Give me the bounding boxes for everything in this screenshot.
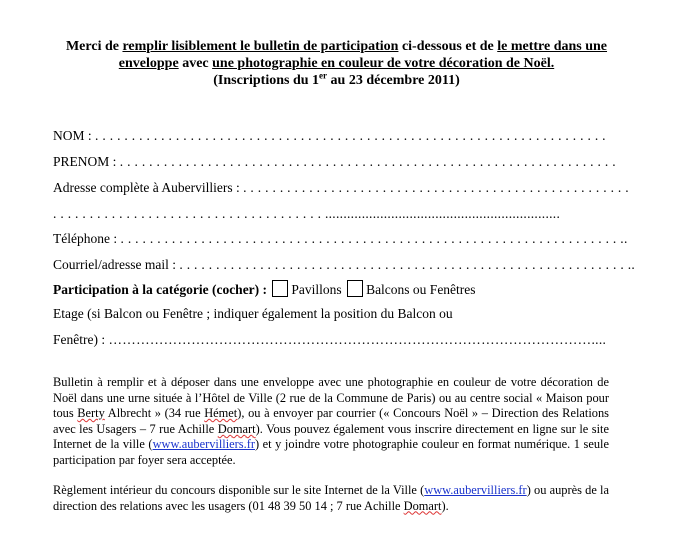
header-dates-a: (Inscriptions du 1 — [213, 73, 320, 88]
etage-dots: …………………………………………………………………………………………….... — [108, 332, 607, 347]
telephone-dots: . . . . . . . . . . . . . . . . . . . . . . . . . . . . . . . . . . . . . . . . . . . . . . . . . . . . . . . . . . . . . . . . . . . . .. — [120, 231, 628, 246]
para2-text-a: Règlement intérieur du concours disponible sur le site Internet de la Ville ( — [53, 483, 425, 497]
para1-text-b: Albrecht » (34 rue — [104, 406, 205, 421]
categorie-label: Participation à la catégorie (cocher) — [53, 282, 260, 297]
etage-line2-label: Fenêtre) : — [53, 332, 106, 347]
nom-label: NOM : — [53, 128, 92, 143]
header-instructions — [40, 38, 633, 89]
courriel-dots: . . . . . . . . . . . . . . . . . . . . . . . . . . . . . . . . . . . . . . . . . . . . . . . . . . . . . . . . . . . . . .. — [179, 257, 636, 272]
field-prenom[interactable] — [53, 154, 616, 170]
etage-label: Etage (si Balcon ou Fenêtre ; indiquer également la position du Balcon ou — [53, 306, 453, 321]
header-text-4: le mettre dans une enveloppe — [118, 39, 608, 71]
instructions-paragraph — [53, 375, 609, 469]
para2-website-link[interactable]: www.aubervilliers.fr — [424, 483, 527, 497]
nom-dots: . . . . . . . . . . . . . . . . . . . . . . . . . . . . . . . . . . . . . . . . . . . . . . . . . . . . . . . . . . . . . . . . . . . . . . — [95, 128, 606, 143]
pavillons-checkbox[interactable] — [272, 280, 288, 297]
telephone-label: Téléphone : — [53, 231, 118, 246]
adresse-dots: . . . . . . . . . . . . . . . . . . . . . . . . . . . . . . . . . . . . . . . . . . . . . . . . . . . . . — [243, 180, 629, 195]
field-etage-line2[interactable] — [53, 332, 606, 348]
adresse2-dots: . . . . . . . . . . . . . . . . . . . . . . . . . . . . . . . . . . . . . ................................................................ — [53, 206, 561, 221]
para1-street2: Domart — [217, 421, 256, 436]
para2-text-b: ) ou auprès de la direction des relations avec les usagers (01 48 39 50 14 ; 7 rue Achille — [53, 483, 610, 513]
header-text-5: avec — [178, 56, 213, 71]
para1-text-c: ), ou à envoyer par courrier (« Concours Noël » – Direction des Relations avec les Usagers – 7 rue Achille — [53, 406, 609, 436]
field-adresse-line2[interactable] — [53, 206, 560, 222]
rules-paragraph — [53, 483, 609, 514]
para1-name: Berty — [77, 406, 105, 421]
header-dates-sup: er — [319, 70, 328, 81]
header-dates-b: au 23 décembre 2011) — [327, 73, 460, 88]
para1-text-d: ). Vous pouvez également vous inscrire directement en ligne sur le site Internet de la ville ( — [53, 421, 609, 452]
prenom-label: PRENOM : — [53, 154, 117, 169]
adresse-label: Adresse complète à Aubervilliers : — [53, 180, 240, 195]
categorie-colon: : — [259, 282, 271, 297]
field-telephone[interactable] — [53, 231, 628, 247]
para2-text-c: ). — [441, 498, 449, 513]
header-text-1: Merci de — [65, 39, 123, 54]
para1-text-a: Bulletin à remplir et à déposer dans une enveloppe avec une photographie en couleur de votre décoration de Noël dans une urne située à l’Hôtel de Ville (2 rue de la Commune de Paris) ou au centre social « Maison pour tous — [53, 375, 609, 421]
header-text-3: ci-dessous et de — [398, 39, 498, 54]
balcons-label: Balcons ou Fenêtres — [366, 282, 476, 297]
para2-street: Domart — [403, 498, 442, 513]
field-nom[interactable] — [53, 128, 606, 144]
balcons-checkbox[interactable] — [347, 280, 363, 297]
field-etage — [53, 306, 453, 322]
pavillons-label: Pavillons — [291, 282, 342, 297]
para1-website-link[interactable]: www.aubervilliers.fr — [152, 437, 255, 452]
para1-street: Hémet — [204, 406, 238, 421]
courriel-label: Courriel/adresse mail : — [53, 257, 176, 272]
header-text-2: remplir lisiblement le bulletin de participation — [122, 39, 399, 54]
header-text-6: une photographie en couleur de votre décoration de Noël. — [212, 56, 555, 71]
field-adresse[interactable] — [53, 180, 629, 196]
para1-text-e: ) et y joindre votre photographie couleur en format numérique. 1 seule participation par foyer sera acceptée. — [53, 437, 609, 467]
field-courriel[interactable] — [53, 257, 635, 273]
prenom-dots: . . . . . . . . . . . . . . . . . . . . . . . . . . . . . . . . . . . . . . . . . . . . . . . . . . . . . . . . . . . . . . . . . . . . — [119, 154, 616, 169]
field-categorie — [53, 280, 476, 298]
